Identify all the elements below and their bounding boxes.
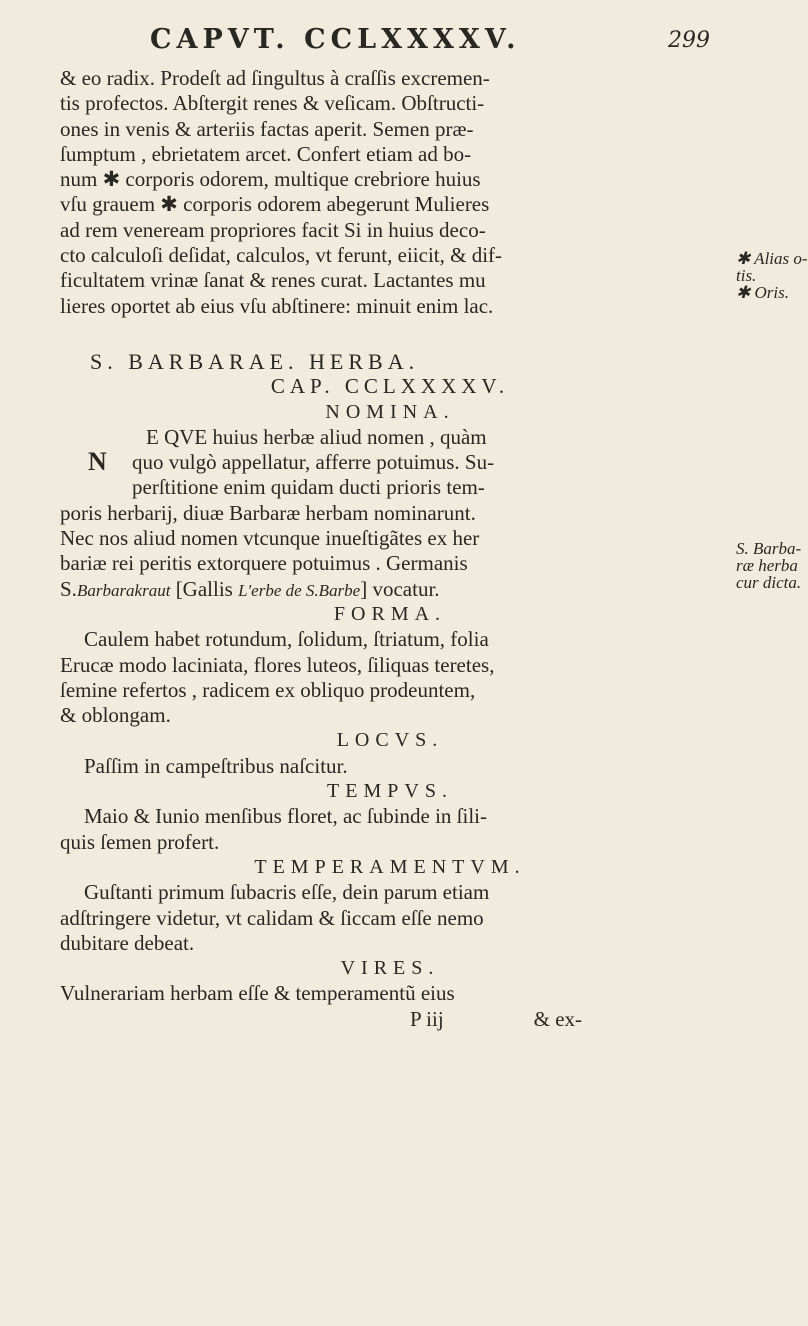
locus-heading: LOCVS. [336, 729, 444, 752]
drop-cap: N [88, 446, 107, 476]
running-title: CAPVT. CCLXXXXV. [150, 24, 521, 55]
text-line: Paſſim in campeſtribus naſcitur. [84, 753, 348, 778]
running-head [150, 24, 710, 64]
text-line: Caulem habet rotundum, ſolidum, ſtriatum, folia [84, 627, 489, 652]
margin-note-line: tis. [736, 266, 757, 285]
text-line: perſtitione enim quidam ducti prioris tem- [132, 475, 485, 500]
text-line: adſtringere videtur, vt calidam & ſiccam eſſe nemo [60, 905, 484, 930]
text-line: ad rem veneream propriores facit Si in huius deco- [60, 217, 486, 242]
text-line: quis ſemen profert. [60, 829, 220, 854]
text-line: poris herbarij, diuæ Barbaræ herbam nominarunt. [60, 500, 476, 525]
forma-heading: FORMA. [333, 602, 447, 625]
catchword: & ex- [533, 1006, 583, 1031]
text-fragment: [Gallis [170, 576, 239, 601]
german-name: Barbarakraut [76, 580, 171, 600]
text-line: quo vulgò appellatur, afferre potuimus. Su- [132, 450, 495, 475]
text-line: & eo radix. Prodeſt ad ſingultus à craſſis excremen- [60, 66, 490, 90]
margin-note-line: ✱ Alias o- [736, 249, 808, 268]
text-line: Vulnerariam herbam eſſe & temperamentũ eius [60, 981, 455, 1006]
nomina-section [60, 425, 720, 602]
german-prefix: S. [60, 576, 77, 601]
text-line: ones in venis & arteriis factas aperit. Semen præ- [60, 116, 474, 141]
margin-note-line: ✱ Oris. [736, 283, 789, 302]
text-line: Nec nos aliud nomen vtcunque inueſtigãtes ex her [60, 526, 480, 551]
chapter-title: S. BARBARAE. HERBA. [90, 348, 420, 374]
margin-note-line: cur dicta. [736, 573, 802, 592]
chapter-number: CAP. CCLXXXXV. [270, 374, 510, 399]
text-line: lieres oportet ab eius vſu abſtinere: minuit enim lac. [60, 293, 494, 318]
text-line: & oblongam. [60, 703, 171, 728]
vires-heading: VIRES. [340, 957, 440, 980]
text-line: Guſtanti primum ſubacris eſſe, dein parum etiam [84, 880, 490, 905]
temperamentum-heading: TEMPERAMENTVM. [254, 855, 526, 878]
page-footer [60, 1007, 720, 1032]
text-line: num ✱ corporis odorem, multique crebriore huius [60, 167, 481, 192]
text-line: tis profectos. Abſtergit renes & veſicam. Obſtructi- [60, 91, 485, 116]
french-name: L'erbe de S.Barbe [238, 580, 361, 600]
top-paragraph [60, 66, 720, 319]
text-line: dubitare debeat. [60, 930, 195, 955]
text-line: ſumptum , ebrietatem arcet. Confert etiam ad bo- [60, 141, 472, 166]
text-line: ſemine refertos , radicem ex obliquo prodeuntem, [60, 677, 476, 702]
margin-note-alias [736, 249, 808, 302]
body-text [60, 66, 720, 1032]
margin-note-line: ræ herba [736, 556, 798, 575]
tempus-heading: TEMPVS. [327, 780, 453, 803]
nomina-heading: NOMINA. [325, 400, 455, 423]
text-line: vſu grauem ✱ corporis odorem abegerunt Mulieres [60, 192, 490, 217]
text-line: E QVE huius herbæ aliud nomen , quàm [146, 424, 487, 449]
text-fragment: ] vocatur. [360, 576, 440, 601]
page-number: 299 [668, 28, 710, 53]
text-line: ficultatem vrinæ ſanat & renes curat. Lactantes mu [60, 268, 486, 293]
text-line: Maio & Iunio menſibus floret, ac ſubinde in ſili- [84, 804, 488, 829]
signature-mark: P iij [410, 1006, 444, 1031]
margin-note-line: S. Barba- [736, 539, 802, 558]
text-line: bariæ rei peritis extorquere potuimus . Germanis [60, 551, 468, 576]
text-line-german [60, 577, 720, 602]
margin-note-barbara [736, 540, 800, 591]
text-line: Erucæ modo laciniata, flores luteos, ſiliquas teretes, [60, 652, 495, 677]
text-line: cto calculoſi deſidat, calculos, vt ferunt, eiicit, & dif- [60, 243, 503, 268]
